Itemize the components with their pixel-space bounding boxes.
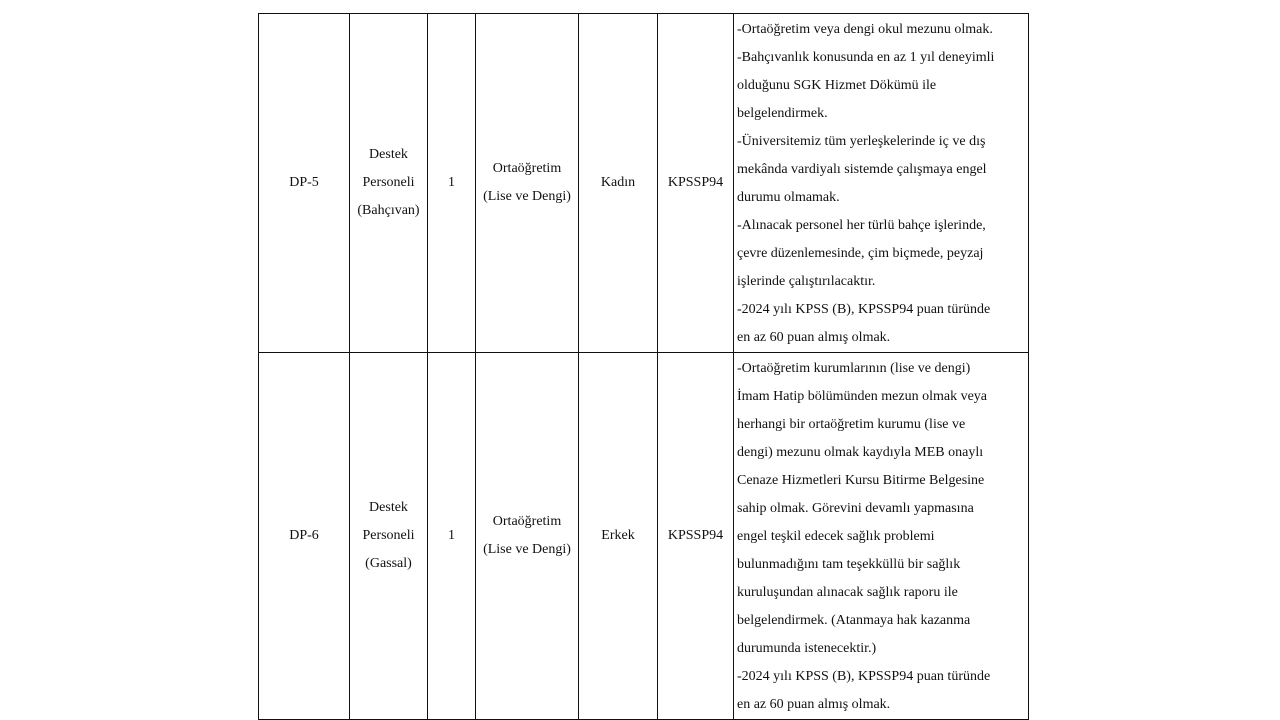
position-title [350, 353, 428, 720]
position-code: DP-6 [259, 353, 350, 720]
education-level [476, 14, 579, 353]
score-type: KPSSP94 [658, 14, 734, 353]
requirement-line: -Bahçıvanlık konusunda en az 1 yıl deneyimli [737, 50, 995, 65]
requirement-line: Cenaze Hizmetleri Kursu Bitirme Belgesine [737, 473, 985, 488]
requirement-line: -Ortaöğretim kurumlarının (lise ve dengi) [737, 361, 971, 376]
requirement-line: durumu olmamak. [737, 190, 840, 205]
position-title-line: Destek [369, 500, 408, 515]
requirement-line: -2024 yılı KPSS (B), KPSSP94 puan türünde [737, 669, 991, 684]
requirement-line: İmam Hatip bölümünden mezun olmak veya [737, 389, 987, 404]
requirement-line: -2024 yılı KPSS (B), KPSSP94 puan türünde [737, 302, 991, 317]
position-title-line: Personeli [362, 175, 415, 190]
requirements [734, 353, 1029, 720]
gender: Erkek [579, 353, 658, 720]
requirement-line: sahip olmak. Görevini devamlı yapmasına [737, 501, 974, 516]
education-line: Ortaöğretim [492, 514, 562, 529]
requirement-line: belgelendirmek. (Atanmaya hak kazanma [737, 613, 971, 628]
position-title-line: (Bahçıvan) [357, 203, 420, 218]
requirement-line: olduğunu SGK Hizmet Dökümü ile [737, 78, 937, 93]
education-line: Ortaöğretim [492, 161, 562, 176]
position-count: 1 [428, 353, 476, 720]
education-line: (Lise ve Dengi) [483, 542, 571, 557]
position-title-line: (Gassal) [365, 556, 412, 571]
position-code: DP-5 [259, 14, 350, 353]
requirement-line: dengi) mezunu olmak kaydıyla MEB onaylı [737, 445, 984, 460]
requirement-line: herhangi bir ortaöğretim kurumu (lise ve [737, 417, 966, 432]
requirement-line: engel teşkil edecek sağlık problemi [737, 529, 935, 544]
position-title [350, 14, 428, 353]
position-title-line: Destek [369, 147, 408, 162]
requirement-line: işlerinde çalıştırılacaktır. [737, 274, 876, 289]
positions-table [258, 13, 1029, 720]
table-row [259, 353, 1029, 720]
position-count: 1 [428, 14, 476, 353]
document-page [258, 13, 1029, 720]
requirement-line: mekânda vardiyalı sistemde çalışmaya engel [737, 162, 987, 177]
position-title-line: Personeli [362, 528, 415, 543]
score-type: KPSSP94 [658, 353, 734, 720]
requirement-line: -Üniversitemiz tüm yerleşkelerinde iç ve dış [737, 134, 986, 149]
education-level [476, 353, 579, 720]
requirements [734, 14, 1029, 353]
requirement-line: belgelendirmek. [737, 106, 828, 121]
education-line: (Lise ve Dengi) [483, 189, 571, 204]
requirement-line: bulunmadığını tam teşekküllü bir sağlık [737, 557, 961, 572]
requirement-line: -Alınacak personel her türlü bahçe işlerinde, [737, 218, 986, 233]
requirement-line: çevre düzenlemesinde, çim biçmede, peyzaj [737, 246, 984, 261]
requirement-line: durumunda istenecektir.) [737, 641, 877, 656]
requirement-line: -Ortaöğretim veya dengi okul mezunu olmak. [737, 22, 993, 37]
table-row [259, 14, 1029, 353]
requirement-line: kuruluşundan alınacak sağlık raporu ile [737, 585, 958, 600]
gender: Kadın [579, 14, 658, 353]
requirement-line: en az 60 puan almış olmak. [737, 330, 891, 345]
requirement-line: en az 60 puan almış olmak. [737, 697, 891, 712]
